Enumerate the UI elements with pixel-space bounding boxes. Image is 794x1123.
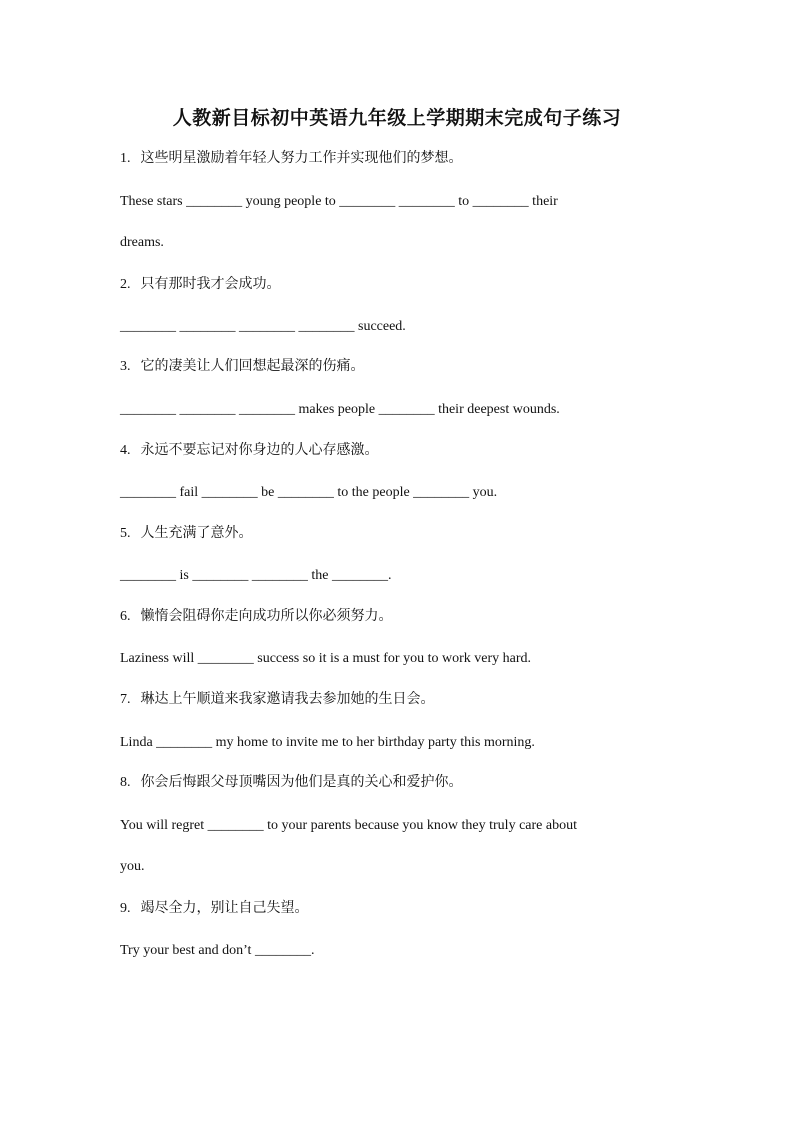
question-5-number: 5. xyxy=(120,526,131,541)
question-9-number: 9. xyxy=(120,901,131,916)
question-1-english-line-2: dreams. xyxy=(120,235,164,250)
question-3-number: 3. xyxy=(120,359,131,374)
question-9-english-line-1: Try your best and don’t ________. xyxy=(120,943,315,958)
question-2-english-line-1: ________ ________ ________ ________ succeed. xyxy=(120,319,406,334)
question-6-chinese: 懒惰会阻碍你走向成功所以你必须努力。 xyxy=(140,608,393,624)
question-7-chinese: 琳达上午顺道来我家邀请我去参加她的生日会。 xyxy=(140,691,435,707)
question-3-chinese: 它的凄美让人们回想起最深的伤痛。 xyxy=(140,358,365,374)
question-2-number: 2. xyxy=(120,277,131,292)
question-8-english-line-1: You will regret ________ to your parents because you know they truly care about xyxy=(120,818,577,833)
question-3-prompt xyxy=(120,356,680,377)
question-4-english-line-1: ________ fail ________ be ________ to the people ________ you. xyxy=(120,485,498,500)
question-1-number: 1. xyxy=(120,151,131,166)
question-1-chinese: 这些明星激励着年轻人努力工作并实现他们的梦想。 xyxy=(140,150,463,166)
question-3-english-line-1: ________ ________ ________ makes people ________ their deepest wounds. xyxy=(120,402,560,417)
question-6-english-line-1: Laziness will ________ success so it is a must for you to work very hard. xyxy=(120,651,531,666)
question-8-number: 8. xyxy=(120,775,131,790)
page-title: 人教新目标初中英语九年级上学期期末完成句子练习 xyxy=(172,107,622,129)
question-6-number: 6. xyxy=(120,609,131,624)
question-7-number: 7. xyxy=(120,692,131,707)
question-2-prompt xyxy=(120,274,680,295)
question-8-chinese: 你会后悔跟父母顶嘴因为他们是真的关心和爱护你。 xyxy=(140,774,463,790)
question-7-english-line-1: Linda ________ my home to invite me to her birthday party this morning. xyxy=(120,735,535,750)
question-2-chinese: 只有那时我才会成功。 xyxy=(140,276,281,292)
question-6-prompt xyxy=(120,606,680,627)
question-5-chinese: 人生充满了意外。 xyxy=(140,525,253,541)
question-1-prompt xyxy=(120,148,680,169)
question-4-prompt xyxy=(120,440,680,461)
question-8-english-line-2: you. xyxy=(120,859,145,874)
question-5-prompt xyxy=(120,523,680,544)
question-5-english-line-1: ________ is ________ ________ the ________. xyxy=(120,568,392,583)
question-8-prompt xyxy=(120,772,680,793)
question-4-chinese: 永远不要忘记对你身边的人心存感激。 xyxy=(140,442,379,458)
question-4-number: 4. xyxy=(120,443,131,458)
question-7-prompt xyxy=(120,689,680,710)
question-9-prompt xyxy=(120,898,680,919)
question-1-english-line-1: These stars ________ young people to ________ ________ to ________ their xyxy=(120,194,558,209)
question-9-chinese: 竭尽全力，别让自己失望。 xyxy=(140,900,309,916)
